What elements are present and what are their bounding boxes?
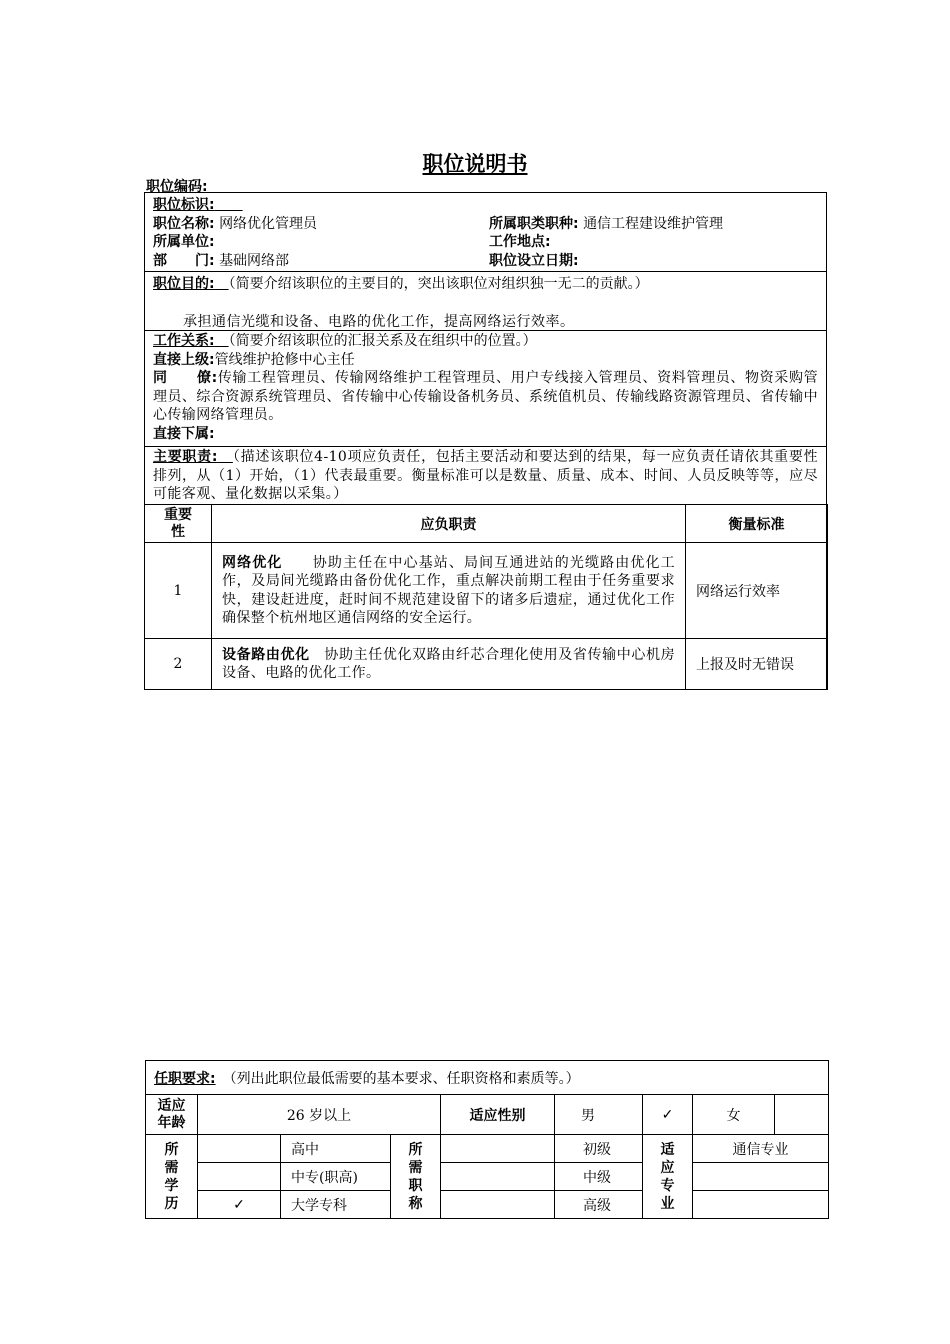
duty-rank: 1 [145, 543, 212, 639]
education-mark [198, 1135, 281, 1163]
title-mark [441, 1135, 555, 1163]
title-option: 初级 [555, 1135, 643, 1163]
education-mark: ✓ [198, 1191, 281, 1219]
duties-section [145, 447, 826, 505]
purpose-label: 职位目的: [153, 276, 215, 292]
subordinate-label: 直接下属: [153, 425, 215, 442]
col-duty: 应负职责 [212, 505, 686, 543]
major-value: 通信专业 [693, 1135, 829, 1163]
superior-value: 管线维护抢修中心主任 [214, 351, 355, 368]
purpose-section [145, 272, 826, 331]
education-option: 高中 [281, 1135, 391, 1163]
date-label: 职位设立日期: [489, 252, 579, 269]
major-label: 适应专业 [643, 1135, 693, 1219]
gender-label: 适应性别 [441, 1095, 555, 1135]
name-value: 网络优化管理员 [219, 215, 318, 232]
col-measure: 衡量标准 [686, 505, 828, 543]
education-mark [198, 1163, 281, 1191]
purpose-hint: （简要介绍该职位的主要目的，突出该职位对组织独一无二的贡献。） [228, 276, 649, 292]
title-mark [441, 1163, 555, 1191]
duty-text: 协助主任在中心基站、局间互通进站的光缆路由优化工作，及局间光缆路由备份优化工作，重点解决前期工程由于任务重要求快，建设赶进度，赶时间不规范建设留下的诸多后遗症，通过优化工作确保整个杭州地区通信网络的安全运行。 [222, 554, 675, 626]
relations-hint: （简要介绍该职位的汇报关系及在组织中的位置。） [228, 333, 537, 349]
duty-text: 协助主任优化双路由纤芯合理化使用及省传输中心机房设备、电路的优化工作。 [222, 646, 675, 681]
title-option: 高级 [555, 1191, 643, 1219]
duty-rank: 2 [145, 639, 212, 690]
peers-value: 传输工程管理员、传输网络维护工程管理员、用户专线接入管理员、资料管理员、物资采购管理员、综合资源系统管理员、省传输中心传输设备机务员、系统值机员、传输线路资源管理员、省传输中心传输网络管理员。 [153, 370, 818, 423]
duty-measure: 网络运行效率 [686, 543, 828, 639]
title-option: 中级 [555, 1163, 643, 1191]
duty-measure: 上报及时无错误 [686, 639, 828, 690]
table-row [145, 639, 828, 690]
position-code-label: 职位编码: [146, 179, 208, 195]
education-option: 大学专科 [281, 1191, 391, 1219]
peers-label: 同 僚: [153, 370, 218, 386]
table-row [145, 543, 828, 639]
dept-label: 部 门: [153, 252, 215, 269]
education-option: 中专(职高) [281, 1163, 391, 1191]
category-value: 通信工程建设维护管理 [583, 215, 724, 232]
location-label: 工作地点: [489, 234, 551, 250]
relations-label: 工作关系: [153, 333, 215, 349]
category-label: 所属职类职种: [489, 215, 579, 232]
job-description-box [144, 192, 827, 690]
name-label: 职位名称: [153, 215, 215, 232]
title-label: 所需职称 [391, 1135, 441, 1219]
col-importance: 重要性 [145, 505, 212, 543]
identity-header: 职位标识: [153, 197, 215, 213]
duties-label: 主要职责: [153, 449, 218, 465]
requirements-table [145, 1060, 829, 1219]
age-value: 26 岁以上 [198, 1095, 441, 1135]
requirements-hint: （列出此职位最低需要的基本要求、任职资格和素质等。） [229, 1070, 580, 1087]
education-label: 所需学历 [146, 1135, 198, 1219]
duty-title: 设备路由优化 [222, 646, 310, 663]
major-value [693, 1191, 829, 1219]
gender-female: 女 [693, 1095, 775, 1135]
duties-table [144, 504, 828, 690]
requirements-label: 任职要求: [154, 1070, 216, 1087]
identity-section [145, 193, 826, 272]
superior-label: 直接上级: [153, 351, 215, 368]
duty-title: 网络优化 [222, 554, 283, 571]
gender-female-mark [775, 1095, 829, 1135]
purpose-text: 承担通信光缆和设备、电路的优化工作，提高网络运行效率。 [183, 313, 575, 330]
title-mark [441, 1191, 555, 1219]
document-title: 职位说明书 [422, 152, 528, 176]
duties-hint: （描述该职位4-10项应负责任，包括主要活动和要达到的结果，每一应负责任请依其重要性排列，从（1）开始，（1）代表最重要。衡量标准可以是数量、质量、成本、时间、人员反映等等，应尽可能客观、量化数据以采集。） [153, 449, 819, 502]
dept-value: 基础网络部 [219, 252, 290, 269]
relations-section [145, 331, 826, 447]
gender-male: 男 [555, 1095, 643, 1135]
major-value [693, 1163, 829, 1191]
gender-male-mark: ✓ [643, 1095, 693, 1135]
unit-label: 所属单位: [153, 234, 215, 250]
age-label: 适应年龄 [146, 1095, 198, 1135]
